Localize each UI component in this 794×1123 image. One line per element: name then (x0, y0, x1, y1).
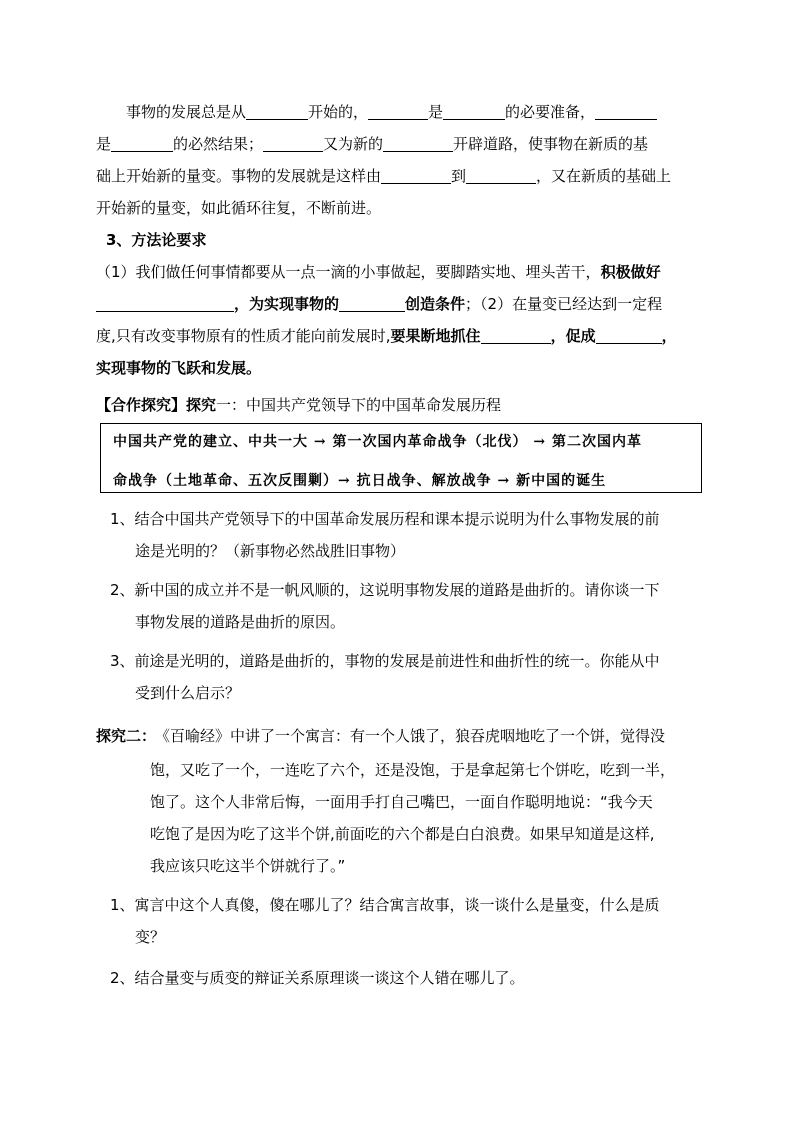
explore2-line3: 饱了。这个人非常后悔，一面用手打自己嘴巴，一面自作聪明地说：“我今天 (150, 793, 653, 811)
explore2-line1: 《百喻经》中讲了一个寓言：有一个人饿了，狼吞虎咽地吃了一个饼，觉得没 (155, 727, 666, 745)
blank (263, 133, 323, 152)
method-heading: 3、方法论要求 (106, 231, 207, 249)
explore2-q2-line1: 2、结合量变与质变的辩证关系原理谈一谈这个人错在哪儿了。 (110, 969, 525, 987)
timeline-line1: 中国共产党的建立、中共一大 → 第一次国内革命战争（北伐） → 第二次国内革 (113, 434, 642, 450)
text: 开始的， (308, 103, 369, 121)
para1-line1 (126, 96, 657, 128)
para1-line3 (96, 160, 671, 192)
blank (96, 293, 234, 312)
blank (466, 165, 536, 184)
text: 是 (96, 135, 112, 153)
explore2-q1-line2: 变？ (135, 928, 166, 946)
blank (111, 133, 173, 152)
para1-line4: 开始新的量变，如此循环往复，不断前进。 (96, 199, 382, 217)
text: ，又在新质的基础上 (536, 167, 672, 185)
timeline-box (100, 423, 702, 493)
text: 要果断地抓住 (390, 327, 481, 345)
method-line2 (96, 288, 662, 320)
method-line3 (96, 320, 677, 352)
method-line1 (96, 256, 661, 288)
text: 的必然结果； (173, 135, 264, 153)
text: （1）我们做任何事情都要从一点一滴的小事做起，要脚踏实地、埋头苦干， (96, 263, 601, 281)
coop-q3-line1: 3、前途是光明的，道路是曲折的，事物的发展是前进性和曲折性的统一。你能从中 (110, 652, 660, 670)
text: 又为新的 (323, 135, 384, 153)
coop-q1-line2: 途是光明的？（新事物必然战胜旧事物） (135, 542, 406, 560)
text: 探究 (186, 396, 217, 414)
text: ，为实现事物的 (234, 295, 340, 313)
text: 积极做好 (600, 263, 661, 281)
text: ，促成 (550, 327, 596, 345)
text: 度,只有改变事物原有的性质才能向前发展时, (96, 327, 391, 345)
explore2-line5: 我应该只吃这半个饼就行了。” (150, 857, 346, 875)
text: 一：中国共产党领导下的中国革命发展历程 (216, 396, 502, 414)
para1-line2 (96, 128, 648, 160)
text: 础上开始新的量变。事物的发展就是这样由 (96, 167, 382, 185)
coop-q2-line1: 2、新中国的成立并不是一帆风顺的，这说明事物发展的道路是曲折的。请你谈一下 (110, 581, 660, 599)
blank (596, 325, 662, 344)
text: 的必要准备， (505, 103, 596, 121)
method-line4: 实现事物的飞跃和发展。 (96, 359, 262, 377)
coop-title (96, 389, 501, 421)
coop-q1-line1: 1、结合中国共产党领导下的中国革命发展历程和课本提示说明为什么事物发展的前 (110, 510, 660, 528)
blank (443, 101, 505, 120)
coop-q2-line2: 事物发展的道路是曲折的原因。 (135, 613, 346, 631)
text: 创造条件 (405, 295, 466, 313)
blank (481, 325, 551, 344)
blank (595, 101, 657, 120)
text: 是 (428, 103, 444, 121)
blank (381, 165, 451, 184)
blank (246, 101, 308, 120)
text: 开辟道路，使事物在新质的基 (453, 135, 649, 153)
text: 到 (451, 167, 467, 185)
explore2-line4: 吃饱了是因为吃了这半个饼,前面吃的六个都是白白浪费。如果早知道是这样, (150, 825, 655, 843)
explore2-q1-line1: 1、寓言中这个人真傻，傻在哪儿了？结合寓言故事，谈一谈什么是量变，什么是质 (110, 896, 660, 914)
blank (368, 101, 428, 120)
text: 事物的发展总是从 (126, 103, 247, 121)
coop-tag: 【合作探究】 (96, 396, 187, 414)
blank (383, 133, 453, 152)
timeline-line2: 命战争（土地革命、五次反围剿）→ 抗日战争、解放战争 → 新中国的诞生 (113, 473, 607, 489)
explore2-line2: 饱，又吃了一个，一连吃了六个，还是没饱，于是拿起第七个饼吃，吃到一半， (150, 761, 676, 779)
text: ；（2）在量变已经达到一定程 (465, 295, 663, 313)
explore2-label: 探究二： (96, 727, 157, 745)
text: ， (661, 327, 677, 345)
blank (339, 293, 405, 312)
coop-q3-line2: 受到什么启示？ (135, 684, 241, 702)
